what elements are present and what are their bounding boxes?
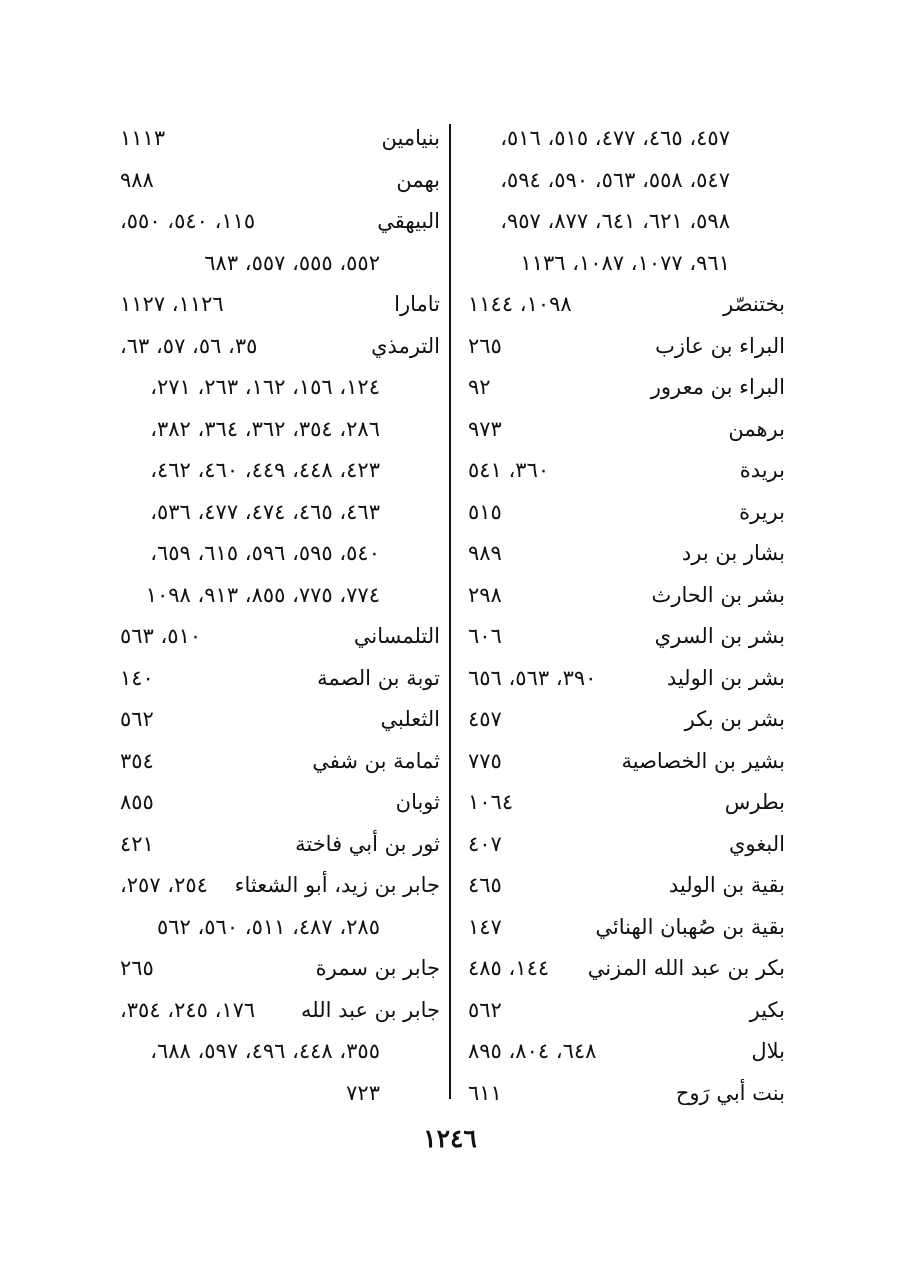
- page-references: ٥٦٢: [120, 707, 154, 731]
- index-entry-row: [460, 658, 785, 700]
- page-references: ١٤٤، ٤٨٥: [468, 956, 550, 980]
- entry-name: البراء بن معرور: [650, 375, 785, 399]
- entry-name: بنت أبي رَوح: [675, 1080, 785, 1105]
- entry-name: برهمن: [728, 416, 785, 441]
- page-references: ٢٦٥: [120, 956, 154, 980]
- page-references: ٤٥٧: [468, 707, 502, 731]
- index-entry-row: [460, 699, 785, 741]
- index-entry-row: [110, 160, 440, 202]
- index-entry-row: [460, 990, 785, 1032]
- index-entry-row: [110, 907, 440, 949]
- index-entry-row: [460, 326, 785, 368]
- index-entry-row: [110, 575, 440, 617]
- entry-name: بقية بن صُهبان الهنائي: [595, 914, 785, 939]
- entry-name: البغوي: [729, 831, 785, 856]
- entry-name: بشير بن الخصاصية: [621, 748, 785, 773]
- index-entry-row: [460, 367, 785, 409]
- entry-name: جابر بن زيد، أبو الشعثاء: [234, 873, 440, 897]
- page-references: ٤٦٥: [468, 873, 502, 897]
- page-references-continued: ٣٥٥، ٤٤٨، ٤٩٦، ٥٩٧، ٦٨٨،: [150, 1039, 380, 1063]
- entry-name: بشر بن الحارث: [651, 582, 785, 607]
- index-entry-row: [460, 118, 785, 160]
- entry-name: الترمذي: [371, 333, 440, 358]
- page-references: ٨٥٥: [120, 790, 154, 814]
- entry-name: ثوبان: [395, 790, 440, 814]
- entry-name: بشر بن بكر: [684, 707, 785, 731]
- entry-name: بنيامين: [381, 126, 440, 150]
- entry-name: تامارا: [394, 292, 440, 316]
- page-references: ٤٠٧: [468, 831, 502, 856]
- page-references: ٥١٠، ٥٦٣: [120, 624, 202, 648]
- page-references-continued: ٢٨٦، ٣٥٤، ٣٦٢، ٣٦٤، ٣٨٢،: [150, 416, 380, 441]
- page-references-continued: ٧٢٣: [346, 1080, 380, 1105]
- index-entry-row: [460, 1031, 785, 1073]
- page-references-continued: ١٢٤، ١٥٦، ١٦٢، ٢٦٣، ٢٧١،: [150, 375, 380, 399]
- index-entry-row: [110, 782, 440, 824]
- page-references-continued: ٢٨٥، ٤٨٧، ٥١١، ٥٦٠، ٥٦٢: [156, 914, 380, 939]
- index-entry-row: [460, 741, 785, 783]
- page-references: ٩٧٣: [468, 416, 502, 441]
- index-entry-row: [110, 201, 440, 243]
- index-entry-row: [110, 741, 440, 783]
- page-references: ١١٥، ٥٤٠، ٥٥٠،: [120, 209, 256, 233]
- page-references: ٣٥، ٥٦، ٥٧، ٦٣،: [120, 333, 258, 358]
- index-entry-row: [110, 1031, 440, 1073]
- page-references: ١٤٠: [120, 665, 154, 690]
- entry-name: التلمساني: [353, 624, 440, 648]
- index-entry-row: [460, 533, 785, 575]
- column-divider: [449, 124, 451, 1099]
- right-index-column: [460, 118, 785, 1114]
- page-references: ٥٦٢: [468, 997, 502, 1022]
- index-entry-row: [460, 782, 785, 824]
- page-references: ١١٢٦، ١١٢٧: [120, 292, 224, 316]
- index-entry-row: [110, 492, 440, 534]
- entry-name: بشر بن الوليد: [666, 665, 785, 690]
- index-entry-row: [460, 575, 785, 617]
- page-references-continued: ٥٤٧، ٥٥٨، ٥٦٣، ٥٩٠، ٥٩٤،: [500, 167, 730, 192]
- entry-name: بريدة: [739, 458, 785, 482]
- entry-name: ثور بن أبي فاختة: [295, 831, 440, 856]
- index-entry-row: [110, 326, 440, 368]
- entry-name: ثمامة بن شفي: [312, 748, 440, 773]
- page-references-continued: ٤٢٣، ٤٤٨، ٤٤٩، ٤٦٠، ٤٦٢،: [150, 458, 380, 482]
- page-references: ٢٩٨: [468, 582, 502, 607]
- page-references-continued: ٥٤٠، ٥٩٥، ٥٩٦، ٦١٥، ٦٥٩،: [150, 541, 380, 565]
- page-references: ٦١١: [468, 1080, 502, 1105]
- entry-name: الثعلبي: [380, 707, 440, 731]
- page-references: ٥١٥: [468, 499, 502, 524]
- page-references: ٢٦٥: [468, 333, 502, 358]
- page-references: ٣٥٤: [120, 748, 154, 773]
- index-entry-row: [110, 284, 440, 326]
- index-entry-row: [110, 409, 440, 451]
- page-references: ٣٩٠، ٥٦٣، ٦٥٦: [468, 665, 597, 690]
- page-references-continued: ٧٧٤، ٧٧٥، ٨٥٥، ٩١٣، ١٠٩٨: [145, 582, 380, 607]
- page-references: ٩٢: [468, 375, 491, 399]
- index-entry-row: [460, 450, 785, 492]
- entry-name: البيهقي: [377, 209, 440, 233]
- index-entry-row: [460, 1073, 785, 1115]
- page-references: ٢٥٤، ٢٥٧،: [120, 873, 208, 897]
- page-references-continued: ٥٩٨، ٦٢١، ٦٤١، ٨٧٧، ٩٥٧،: [500, 209, 730, 233]
- index-entry-row: [460, 201, 785, 243]
- entry-name: جابر بن سمرة: [315, 956, 440, 980]
- entry-name: بكير: [749, 997, 785, 1022]
- index-entry-row: [460, 243, 785, 285]
- entry-name: بطرس: [724, 790, 785, 814]
- page-references-continued: ٥٥٢، ٥٥٥، ٥٥٧، ٦٨٣: [204, 250, 380, 275]
- index-entry-row: [110, 990, 440, 1032]
- index-entry-row: [460, 865, 785, 907]
- index-entry-row: [110, 616, 440, 658]
- page-references-continued: ٩٦١، ١٠٧٧، ١٠٨٧، ١١٣٦: [520, 250, 730, 275]
- index-entry-row: [460, 409, 785, 451]
- page-references: ٩٨٩: [468, 541, 502, 565]
- index-entry-row: [110, 658, 440, 700]
- index-entry-row: [460, 616, 785, 658]
- entry-name: بختنصّر: [723, 292, 785, 316]
- index-entry-row: [460, 948, 785, 990]
- page-references: ٩٨٨: [120, 167, 154, 192]
- page-references: ١١١٣: [120, 126, 166, 150]
- page-references: ١٧٦، ٢٤٥، ٣٥٤،: [120, 997, 256, 1022]
- page-references: ٤٢١: [120, 831, 154, 856]
- index-entry-row: [110, 243, 440, 285]
- index-entry-row: [460, 824, 785, 866]
- index-entry-row: [460, 160, 785, 202]
- page-references: ٣٦٠، ٥٤١: [468, 458, 550, 482]
- page-references-continued: ٤٥٧، ٤٦٥، ٤٧٧، ٥١٥، ٥١٦،: [500, 126, 730, 150]
- index-entry-row: [110, 1073, 440, 1115]
- left-index-column: [110, 118, 440, 1114]
- page-references: ٧٧٥: [468, 748, 502, 773]
- index-entry-row: [110, 948, 440, 990]
- page-number: ١٢٤٦: [423, 1124, 477, 1153]
- index-entry-row: [460, 284, 785, 326]
- index-entry-row: [110, 367, 440, 409]
- page-references-continued: ٤٦٣، ٤٦٥، ٤٧٤، ٤٧٧، ٥٣٦،: [150, 499, 380, 524]
- entry-name: بكر بن عبد الله المزني: [587, 956, 785, 980]
- entry-name: بشار بن برد: [681, 541, 785, 565]
- index-entry-row: [110, 450, 440, 492]
- entry-name: بريرة: [739, 499, 785, 524]
- index-entry-row: [110, 533, 440, 575]
- entry-name: توبة بن الصمة: [317, 665, 440, 690]
- entry-name: البراء بن عازب: [655, 333, 785, 358]
- index-entry-row: [110, 865, 440, 907]
- page-references: ١٠٦٤: [468, 790, 514, 814]
- page-references: ٦٠٦: [468, 624, 502, 648]
- index-entry-row: [110, 699, 440, 741]
- entry-name: بشر بن السري: [654, 624, 785, 648]
- entry-name: جابر بن عبد الله: [300, 997, 440, 1022]
- index-entry-row: [460, 907, 785, 949]
- index-entry-row: [110, 824, 440, 866]
- page-references: ١٤٧: [468, 914, 502, 939]
- index-entry-row: [110, 118, 440, 160]
- page-references: ١٠٩٨، ١١٤٤: [468, 292, 572, 316]
- entry-name: بلال: [751, 1039, 785, 1063]
- entry-name: بهمن: [396, 167, 440, 192]
- page-references: ٦٤٨، ٨٠٤، ٨٩٥: [468, 1039, 597, 1063]
- index-entry-row: [460, 492, 785, 534]
- entry-name: بقية بن الوليد: [668, 873, 785, 897]
